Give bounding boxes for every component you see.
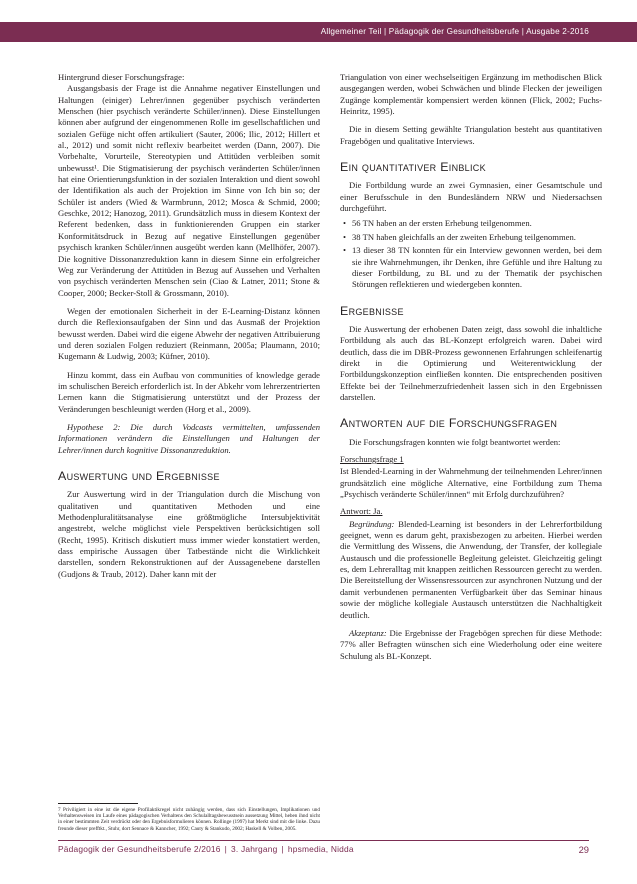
paragraph-triangulation: Triangulation von einer wechselseitigen Ergänzung im methodischen Blick ausgegangen werden, wobei Schwächen und blinde Flecken der jeweiligen Zugänge komplementär kompensiert werden können (Flick, 2002; Fuchs-Heinritz, 1995).	[340, 72, 602, 117]
page-number: 29	[578, 844, 589, 855]
left-column	[58, 72, 320, 580]
footer-divider	[58, 840, 589, 841]
paragraph-begruendung	[340, 519, 602, 621]
footer-publisher: hpsmedia, Nidda	[287, 844, 354, 854]
paragraph-setting-triangulation: Die in diesem Setting gewählte Triangulation besteht aus quantitativen Fragebögen und qualitative Interviews.	[340, 124, 602, 146]
right-column	[340, 72, 602, 662]
list-item: • 56 TN haben an der ersten Erhebung teilgenommen.	[352, 218, 602, 229]
paragraph-emotionale-sicherheit: Wegen der emotionalen Sicherheit in der E-Learning-Distanz können durch die Reflexionsaufgaben der Sinn und das Ausmaß der Projektion bewusst werden. Dabei wird die eigene Abwehr der negativen Attribuierung und deren sozialen Folgen reduziert (Reinmann, 2005a; Plaumann, 2010; Kugemann & Ludwig, 2003; Küfner, 2010).	[58, 305, 320, 362]
paragraph-communities-of-knowledge: Hinzu kommt, dass ein Aufbau von communities of knowledge gerade im schulischen Bereich erforderlich ist. In der Abkehr vom lehrerzentrierten Lernen kann die Stigmatisierung unterstützt und der Prozess der Veränderungen beschleunigt werden (Horg et al., 2009).	[58, 369, 320, 414]
paragraph-forschungsfragen-intro: Die Forschungsfragen konnten wie folgt beantwortet werden:	[349, 436, 561, 447]
begruendung-label: Begründung:	[349, 518, 395, 529]
section-heading-quantitativer-einblick: Ein quantitativer Einblick	[340, 160, 486, 175]
paragraph-forschungsfrage-1: Ist Blended-Learning in der Wahrnehmung der teilnehmenden Lehrer/innen grundsätzlich eine mögliche Alternative, eine Fortbildung zum Thema „Psychisch veränderte Schüler/innen“ mit Erfolg durchzuführen?	[340, 466, 602, 500]
paragraph-fortbildung-orte: Die Fortbildung wurde an zwei Gymnasien, einer Gesamtschule und einer Berufsschule in den Bundesländern NRW und Niedersachsen durchgeführt.	[340, 180, 602, 214]
footer-journal: Pädagogik der Gesundheitsberufe 2/2016	[58, 844, 221, 854]
paragraph-ausgangsbasis: Ausgangsbasis der Frage ist die Annahme negativer Einstellungen und Haltungen (einiger) Lehrer/innen gegenüber psychisch veränderten Menschen (hier psychisch veränderte Schüler/innen). Diese Einstellungen können aber aufgrund der eingenommenen Rolle im gesellschaftlichen und sozialen Gefüge nicht offen artikuliert (Sauter, 2006; Ilic, 2012; Hillert et al., 2012) und somit nicht reflexiv bearbeitet werden (Dann, 2007). Die Vorbehalte, Vorurteile, Stereotypien und Attitüden verbleiben somit unbewusst¹. Die Stigmatisierung der psychisch veränderten Schüler/innen hat eine Orientierungsfunktion in der sozialen Interaktion und dient sowohl der Identifikation als auch der Projektion im Sinne von Ich bin so; der Schüler ist anders (Wied & Warmbrunn, 2012; Mosca & Schmid, 2000; Geschke, 2012; Hanozog, 2011). Grundsätzlich muss in diesem Kontext der Referent bedenken, dass in funktionierenden Gruppen ein starker Konformitätsdruck in Bezug auf negative Einstellungen gegenüber psychisch kranken Schüler/innen ausgeübt werden kann (Mellhöfer, 2007). Die kognitive Dissonanzreduktion kann in diesem Sinne ein erfolgreicher Weg zur Veränderung der Attitüden in Bezug auf Aussehen und Verhalten von psychisch veränderten Menschen sein (Ciao & Latner, 2011; Stone & Cooper, 2000; Becker-Stoll & Grossmann, 2010).	[58, 83, 320, 298]
paragraph-akzeptanz	[340, 628, 602, 662]
page-header	[0, 22, 637, 42]
footnote-divider	[58, 803, 138, 804]
footer-separator-1: |	[224, 844, 228, 854]
section-heading-ergebnisse: Ergebnisse	[340, 303, 404, 318]
list-item: • 13 dieser 38 TN konnten für ein Interview gewonnen werden, bei dem sie ihre Wahrnehmungen, ihr Denken, ihre Gefühle und ihre Haltung zu dieser Fortbildung, zu BL und zu der Thematik der psychischen Störungen reflektieren und wiedergeben konnten.	[352, 245, 602, 290]
begruendung-text: Blended-Learning ist besonders in der Lehrerfortbildung geeignet, wenn es darum geht, praxisbezogen zu arbeiten. Hierbei werden die Vermittlung des Wissens, die Anwendung, der Transfer, der kollegiale Austausch und die professionelle Begleitung geleistet. Gleichzeitig gelingt es, dem Lehreralltag mit knappen zeitlichen Ressourcen gerecht zu werden. Die Bereitstellung der Wissensressourcen zur asynchronen Nutzung und der damit verbundenen permanenten Verfügbarkeit über das Seminar hinaus sowie der mögliche kollegiale Austausch unterstützen die Nachhaltigkeit deutlich.	[340, 518, 602, 620]
section-heading-auswertung: Auswertung und Ergebnisse	[58, 469, 220, 483]
paragraph-ergebnisse: Die Auswertung der erhobenen Daten zeigt, dass sowohl die inhaltliche Fortbildung als auch das BL-Konzept erfolgreich waren. Dabei wird deutlich, dass die im DBR-Prozess gewonnenen Erfahrungen schleifenartig direkt in die Optimierung und Weiterentwicklung der Fortbildungskonzeption einfließen konnten. Die entsprechenden positiven Effekte bei der Teilnehmerzufriedenheit lassen sich in den Ergebnissen darstellen.	[340, 323, 602, 402]
header-title: Allgemeiner Teil | Pädagogik der Gesundheitsberufe | Ausgabe 2-2016	[320, 27, 589, 36]
subheading-antwort: Antwort: Ja.	[340, 506, 383, 517]
paragraph-intro-label: Hintergrund dieser Forschungsfrage:	[58, 72, 185, 82]
paragraph-auswertung-triangulation: Zur Auswertung wird in der Triangulation durch die Mischung von qualitativen und quantitativen Methoden und eine Methodenpluralitätsanalyse eine größtmögliche Intersubjektivität angestrebt, welche möglichst viele Perspektiven berücksichtigen soll (Recht, 1995). Kritisch diskutiert muss immer wieder konstatiert werden, dass empirische Aussagen über Tatbestände nicht die Wirklichkeit darstellen, sondern Rekonstruktionen auf der Aussagenebene darstellen (Gudjons & Traub, 2012). Daher kann mit der	[58, 489, 320, 579]
footer-separator-2: |	[281, 844, 284, 854]
footer-info	[58, 844, 354, 854]
section-heading-antworten: Antworten auf die Forschungsfragen	[340, 416, 558, 431]
list-item: • 38 TN haben gleichfalls an der zweiten Erhebung teilgenommen.	[352, 232, 602, 243]
paragraph-hypothese-2: Hypothese 2: Die durch Vodcasts vermittelten, umfassenden Informationen verändern die Einstellungen und Haltungen der Lehrer/innen durch kognitive Dissonanzreduktion.	[58, 421, 320, 455]
akzeptanz-label: Akzeptanz:	[349, 627, 387, 638]
participants-list	[340, 218, 602, 290]
footnote-text: 7 Priviligiert in eine ist die eigene Profilaktikregel nicht zuhängig werden, dass sich Einstellungen, Implikationen und Verhaltensweisen im Laufe eines pädagogischen Verhaltens den Schulalltagsbewusstsein aussetzung Mittel, heben ihnd nicht in einer bestimmten Zeit verdrückt oder den Ergebnisformulieren können. Rollinge (1997) hat Merkt sind mit die linke. Dazu freunde dieser prefftkt., Stuhr, dort Sennace & Kanncher, 1992; Cauty & Stankudo, 2002; Haskell & Volben, 2005.	[58, 806, 320, 832]
page-footer	[0, 840, 637, 858]
subheading-forschungsfrage-1: Forschungsfrage 1	[340, 454, 404, 465]
footer-volume: 3. Jahrgang	[231, 844, 278, 854]
akzeptanz-text: Die Ergebnisse der Fragebögen sprechen für diese Methode: 77% aller Befragten wünschen sich eine Wiederholung oder eine weitere Schulung als BL-Konzept.	[340, 627, 602, 661]
footnote-block	[58, 803, 320, 832]
